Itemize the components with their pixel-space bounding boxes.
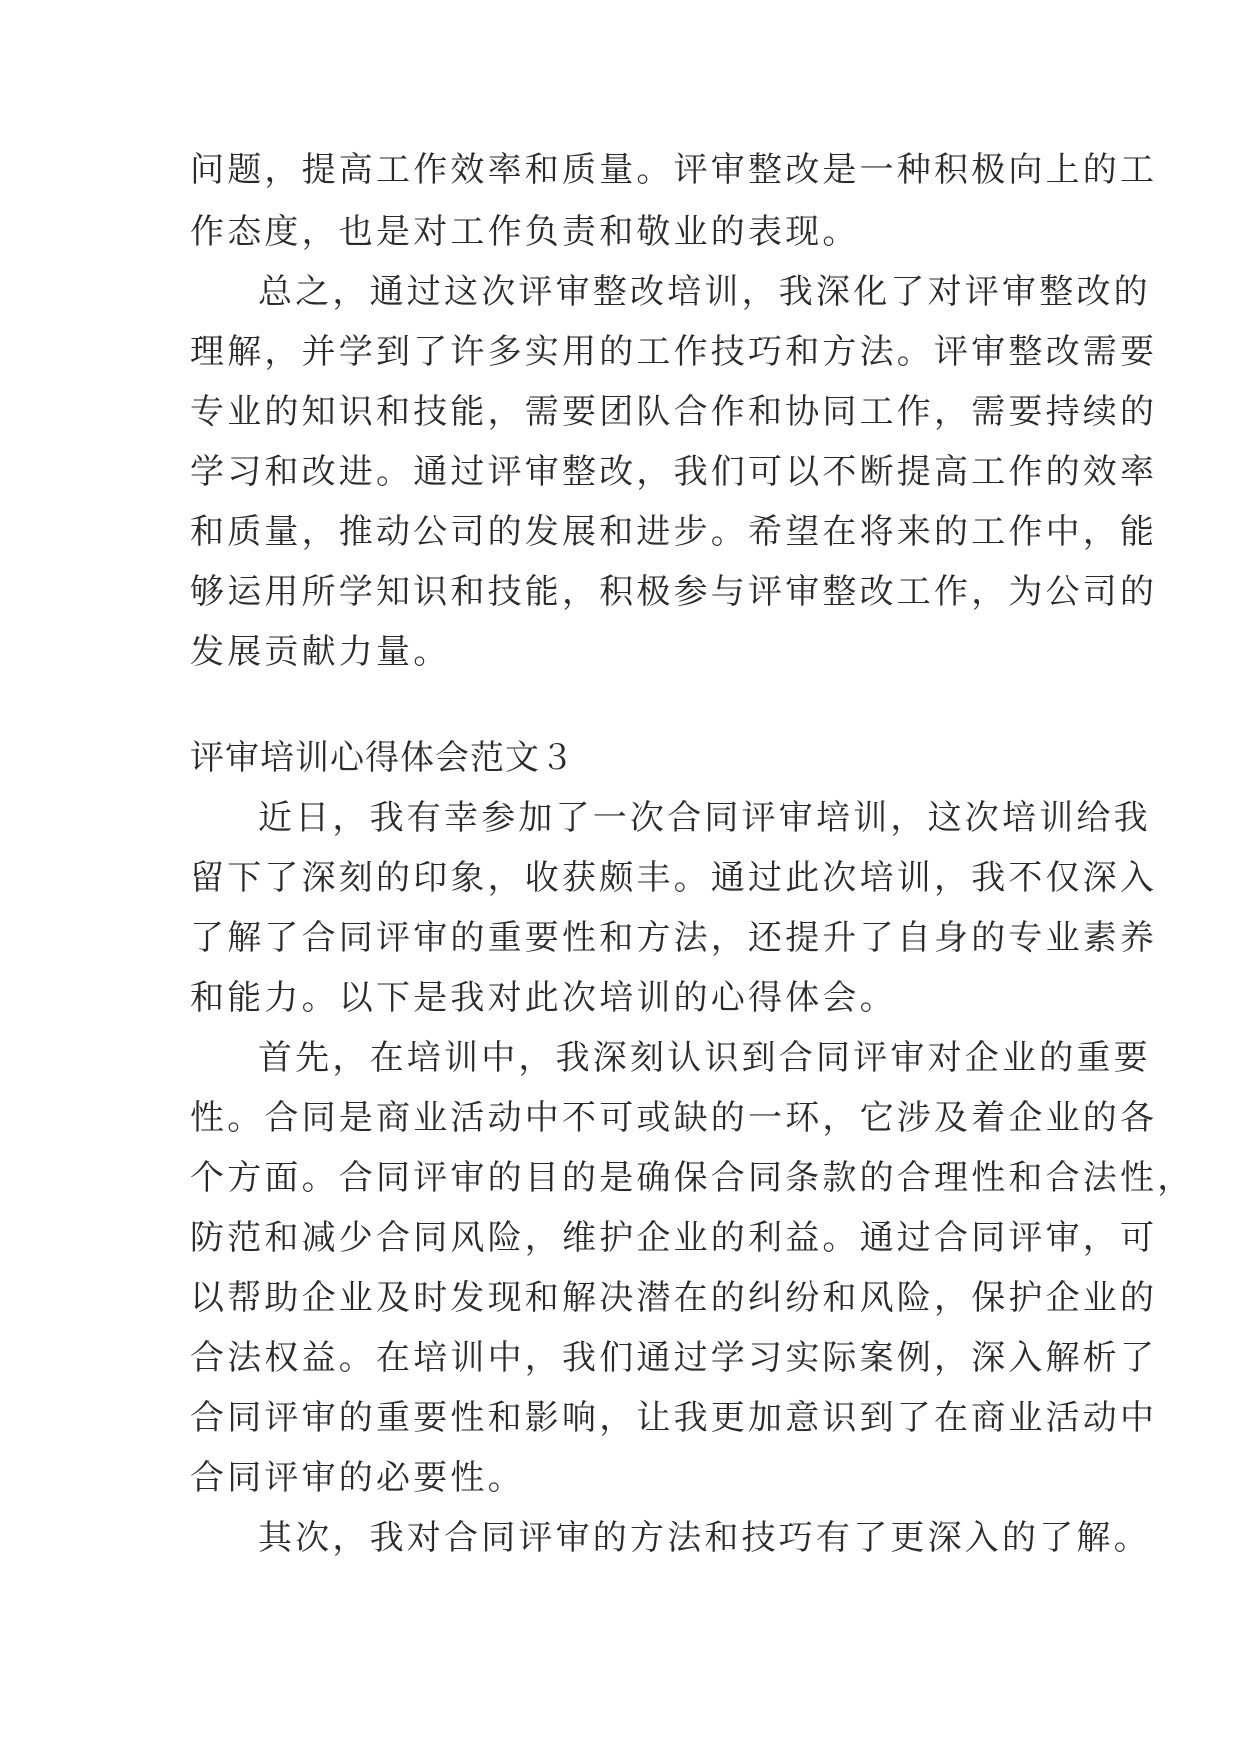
section-heading: 评审培训心得体会范文３ xyxy=(190,738,575,778)
text-line: 合同评审的重要性和影响，让我更加意识到了在商业活动中 xyxy=(190,1398,1158,1438)
text-line: 和质量，推动公司的发展和进步。希望在将来的工作中，能 xyxy=(190,512,1158,552)
text-line: 了解了合同评审的重要性和方法，还提升了自身的专业素养 xyxy=(190,918,1158,958)
text-line: 个方面。合同评审的目的是确保合同条款的合理性和合法性， xyxy=(190,1158,1195,1198)
text-line: 专业的知识和技能，需要团队合作和协同工作，需要持续的 xyxy=(190,392,1158,432)
text-line: 发展贡献力量。 xyxy=(190,632,451,672)
text-line: 问题，提高工作效率和质量。评审整改是一种积极向上的工 xyxy=(190,150,1158,190)
text-line: 理解，并学到了许多实用的工作技巧和方法。评审整改需要 xyxy=(190,332,1158,372)
paragraph-first-line: 首先，在培训中，我深刻认识到合同评审对企业的重要 xyxy=(258,1038,1151,1078)
paragraph-first-line: 近日，我有幸参加了一次合同评审培训，这次培训给我 xyxy=(258,798,1151,838)
paragraph-first-line: 其次，我对合同评审的方法和技巧有了更深入的了解。 xyxy=(258,1518,1151,1558)
text-line: 合法权益。在培训中，我们通过学习实际案例，深入解析了 xyxy=(190,1338,1158,1378)
text-line: 和能力。以下是我对此次培训的心得体会。 xyxy=(190,978,897,1018)
paragraph-first-line: 总之，通过这次评审整改培训，我深化了对评审整改的 xyxy=(258,272,1151,312)
text-line: 以帮助企业及时发现和解决潜在的纠纷和风险，保护企业的 xyxy=(190,1278,1158,1318)
text-line: 作态度，也是对工作负责和敬业的表现。 xyxy=(190,212,860,252)
text-line: 留下了深刻的印象，收获颇丰。通过此次培训，我不仅深入 xyxy=(190,858,1158,898)
text-line: 性。合同是商业活动中不可或缺的一环，它涉及着企业的各 xyxy=(190,1098,1158,1138)
text-line: 合同评审的必要性。 xyxy=(190,1458,525,1498)
text-line: 够运用所学知识和技能，积极参与评审整改工作，为公司的 xyxy=(190,572,1158,612)
text-line: 学习和改进。通过评审整改，我们可以不断提高工作的效率 xyxy=(190,452,1158,492)
text-line: 防范和减少合同风险，维护企业的利益。通过合同评审，可 xyxy=(190,1218,1158,1258)
